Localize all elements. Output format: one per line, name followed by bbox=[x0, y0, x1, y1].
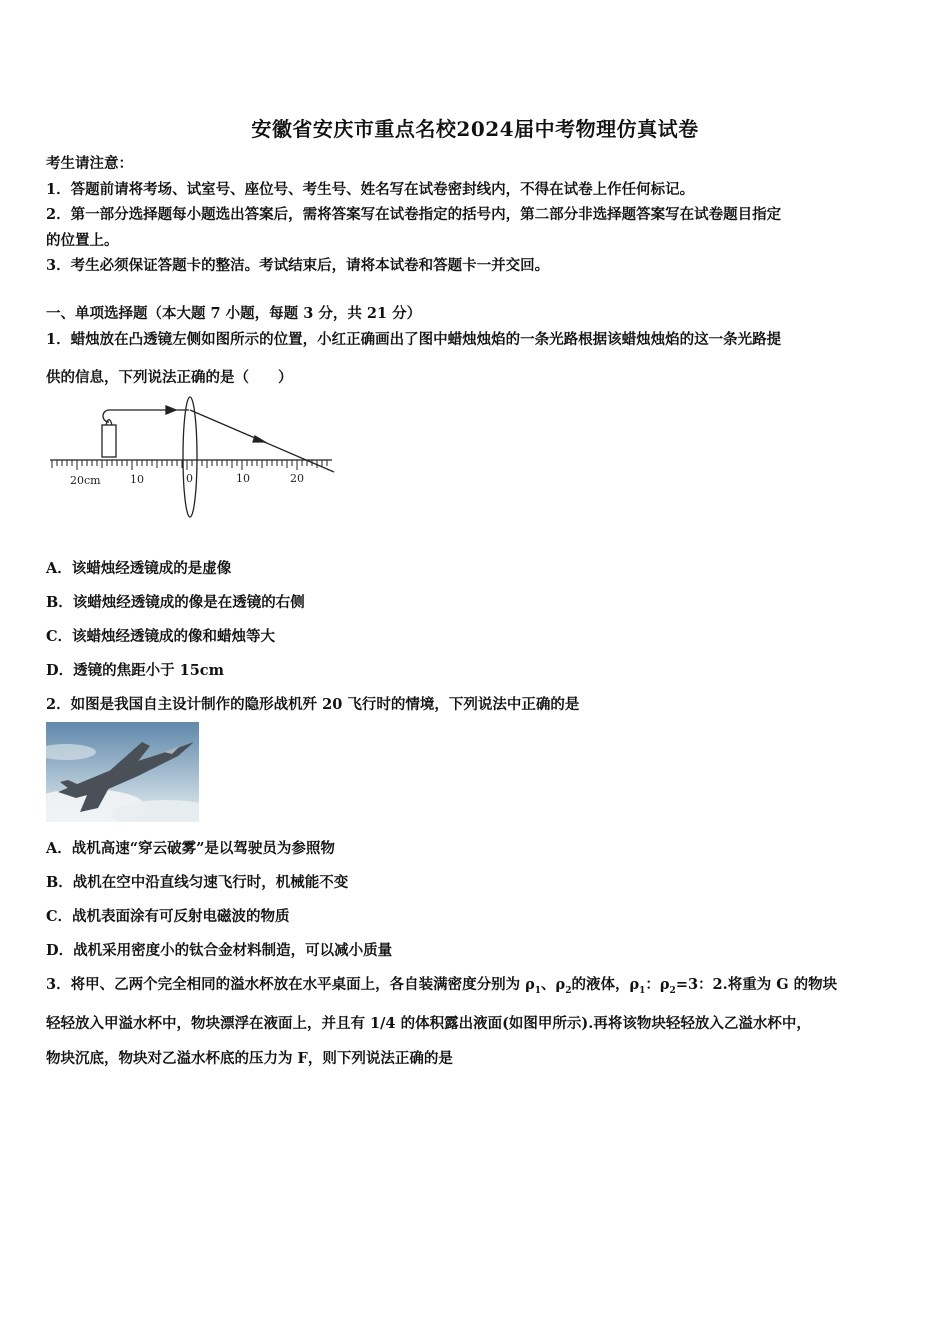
q3-sub: 1 bbox=[639, 985, 646, 996]
question-3-stem bbox=[46, 973, 837, 996]
q3-sub: 1 bbox=[534, 985, 542, 996]
ruler-label: 20 bbox=[290, 472, 304, 485]
ruler-label: 20cm bbox=[70, 474, 101, 487]
q3-text: 3．将甲、乙两个完全相同的溢水杯放在水平桌面上，各自装满密度分别为 ρ bbox=[46, 976, 535, 993]
notice-item: 1．答题前请将考场、试室号、座位号、考生号、姓名写在试卷密封线内，不得在试卷上作任何标记。 bbox=[46, 181, 695, 198]
option-b: B．该蜡烛经透镜成的像是在透镜的右侧 bbox=[46, 594, 305, 611]
option-b: B．战机在空中沿直线匀速飞行时，机械能不变 bbox=[46, 874, 349, 891]
ruler-label: 10 bbox=[130, 473, 144, 486]
question-3-stem-cont: 轻轻放入甲溢水杯中，物块漂浮在液面上，并且有 1/4 的体积露出液面(如图甲所示).再将该物块轻轻放入乙溢水杯中， bbox=[46, 1015, 811, 1032]
q3-text: 的液体，ρ bbox=[571, 976, 640, 993]
notice-item: 3．考生必须保证答题卡的整洁。考试结束后，请将本试卷和答题卡一并交回。 bbox=[46, 257, 550, 274]
q3-text: ：ρ bbox=[645, 976, 670, 993]
option-c: C．战机表面涂有可反射电磁波的物质 bbox=[46, 908, 290, 925]
option-d: D．战机采用密度小的钛合金材料制造，可以减小质量 bbox=[46, 942, 393, 959]
question-1-stem: 1．蜡烛放在凸透镜左侧如图所示的位置，小红正确画出了图中蜡烛烛焰的一条光路根据该蜡烛烛焰的这一条光路提 bbox=[46, 331, 782, 348]
q3-sub: 2 bbox=[565, 985, 572, 996]
ruler-ticks bbox=[52, 460, 327, 470]
ruler-label: 0 bbox=[186, 472, 193, 485]
arrow-icon bbox=[253, 436, 265, 442]
section-heading: 一、单项选择题（本大题 7 小题，每题 3 分，共 21 分） bbox=[46, 305, 422, 322]
option-a: A．战机高速“穿云破雾”是以驾驶员为参照物 bbox=[46, 840, 335, 857]
q3-text: =3：2.将重为 G 的物块 bbox=[675, 976, 838, 993]
question-3-stem-cont: 物块沉底，物块对乙溢水杯底的压力为 F，则下列说法正确的是 bbox=[46, 1050, 453, 1067]
notice-heading: 考生请注意： bbox=[46, 155, 133, 172]
notice-item: 2．第一部分选择题每小题选出答案后，需将答案写在试卷指定的括号内，第二部分非选择题答案写在试卷题目指定 bbox=[46, 206, 782, 223]
lens-optics-figure bbox=[46, 392, 341, 522]
candle-icon bbox=[102, 425, 116, 457]
question-2-stem: 2．如图是我国自主设计制作的隐形战机歼 20 飞行时的情境，下列说法中正确的是 bbox=[46, 696, 580, 713]
arrow-icon bbox=[166, 406, 176, 414]
option-a: A．该蜡烛经透镜成的是虚像 bbox=[46, 560, 232, 577]
stealth-fighter-image bbox=[46, 722, 199, 822]
page-title: 安徽省安庆市重点名校2024届中考物理仿真试卷 bbox=[251, 117, 699, 141]
ruler-label: 10 bbox=[236, 472, 250, 485]
convex-lens bbox=[183, 397, 197, 517]
q3-text: 、ρ bbox=[541, 976, 566, 993]
question-1-stem-cont: 供的信息，下列说法正确的是（ ） bbox=[46, 369, 293, 386]
option-c: C．该蜡烛经透镜成的像和蜡烛等大 bbox=[46, 628, 276, 645]
q3-sub: 2 bbox=[669, 985, 676, 996]
notice-item: 的位置上。 bbox=[46, 232, 119, 249]
option-d: D．透镜的焦距小于 15cm bbox=[46, 662, 224, 679]
